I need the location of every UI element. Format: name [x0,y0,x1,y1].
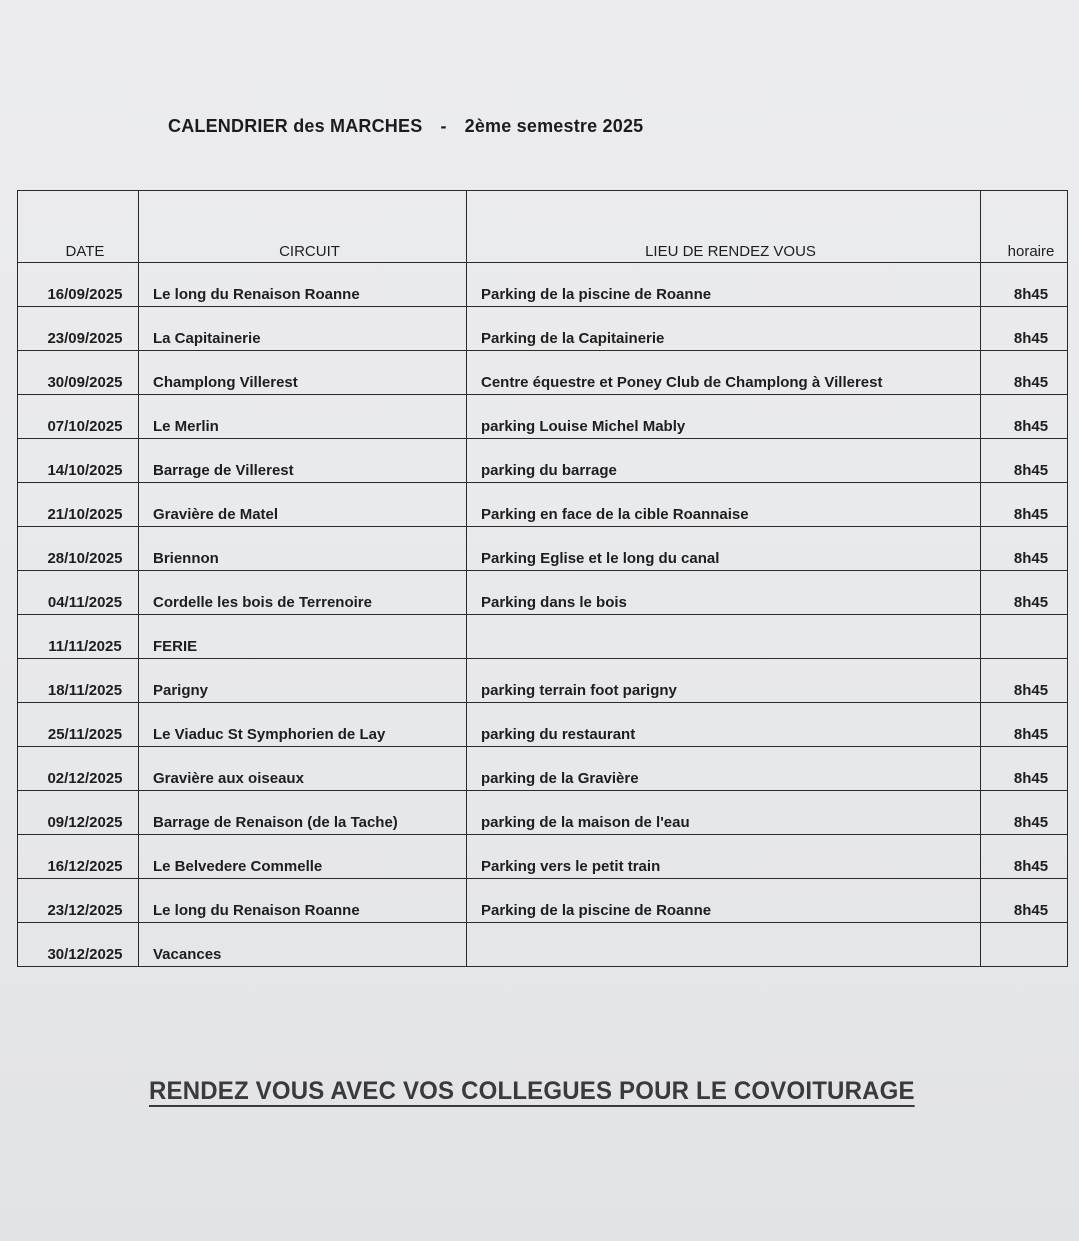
table-row [18,923,1068,967]
cell-date: 11/11/2025 [18,615,139,659]
table-row [18,307,1068,351]
cell-lieu: Centre équestre et Poney Club de Champlong à Villerest [467,351,981,395]
cell-lieu: Parking dans le bois [467,571,981,615]
cell-lieu: Parking vers le petit train [467,835,981,879]
header-date: DATE [18,191,139,263]
table-row [18,439,1068,483]
cell-horaire: 8h45 [981,439,1068,483]
table-header-row [18,191,1068,263]
cell-date: 02/12/2025 [18,747,139,791]
cell-horaire: 8h45 [981,879,1068,923]
cell-horaire: 8h45 [981,747,1068,791]
cell-date: 28/10/2025 [18,527,139,571]
cell-lieu: parking Louise Michel Mably [467,395,981,439]
table-row [18,835,1068,879]
cell-circuit: Gravière de Matel [139,483,467,527]
cell-date: 21/10/2025 [18,483,139,527]
cell-circuit: Champlong Villerest [139,351,467,395]
header-lieu: LIEU DE RENDEZ VOUS [467,191,981,263]
cell-lieu: parking de la Gravière [467,747,981,791]
cell-circuit: Le long du Renaison Roanne [139,263,467,307]
cell-date: 16/12/2025 [18,835,139,879]
table-body [18,263,1068,967]
cell-circuit: Le Merlin [139,395,467,439]
cell-date: 23/12/2025 [18,879,139,923]
header-circuit: CIRCUIT [139,191,467,263]
cell-horaire: 8h45 [981,351,1068,395]
table-row [18,571,1068,615]
cell-date: 23/09/2025 [18,307,139,351]
document-title [168,116,643,137]
cell-date: 25/11/2025 [18,703,139,747]
cell-horaire: 8h45 [981,791,1068,835]
cell-circuit: Le Belvedere Commelle [139,835,467,879]
table-row [18,703,1068,747]
cell-horaire: 8h45 [981,395,1068,439]
cell-date: 16/09/2025 [18,263,139,307]
cell-lieu: Parking Eglise et le long du canal [467,527,981,571]
cell-date: 30/09/2025 [18,351,139,395]
cell-circuit: Parigny [139,659,467,703]
cell-horaire: 8h45 [981,483,1068,527]
carpool-note: RENDEZ VOUS AVEC VOS COLLEGUES POUR LE COVOITURAGE [149,1077,915,1105]
schedule-table [17,190,1068,967]
title-main: CALENDRIER des MARCHES [168,116,423,136]
cell-lieu: parking du barrage [467,439,981,483]
cell-lieu [467,615,981,659]
cell-horaire: 8h45 [981,263,1068,307]
cell-horaire: 8h45 [981,659,1068,703]
table-row [18,659,1068,703]
cell-date: 14/10/2025 [18,439,139,483]
table-row [18,879,1068,923]
table-row [18,615,1068,659]
cell-circuit: Barrage de Renaison (de la Tache) [139,791,467,835]
cell-horaire: 8h45 [981,527,1068,571]
cell-lieu: parking terrain foot parigny [467,659,981,703]
cell-lieu: Parking de la piscine de Roanne [467,263,981,307]
cell-circuit: Le long du Renaison Roanne [139,879,467,923]
cell-circuit: Briennon [139,527,467,571]
table-row [18,791,1068,835]
cell-circuit: Vacances [139,923,467,967]
cell-lieu: parking de la maison de l'eau [467,791,981,835]
table-row [18,527,1068,571]
cell-date: 18/11/2025 [18,659,139,703]
cell-date: 07/10/2025 [18,395,139,439]
cell-lieu: Parking en face de la cible Roannaise [467,483,981,527]
cell-circuit: La Capitainerie [139,307,467,351]
cell-date: 30/12/2025 [18,923,139,967]
table-row [18,351,1068,395]
table-row [18,483,1068,527]
cell-horaire: 8h45 [981,307,1068,351]
cell-circuit: Le Viaduc St Symphorien de Lay [139,703,467,747]
table-row [18,747,1068,791]
cell-date: 04/11/2025 [18,571,139,615]
table-row [18,395,1068,439]
cell-circuit: Gravière aux oiseaux [139,747,467,791]
title-period: 2ème semestre 2025 [464,116,644,136]
cell-circuit: Cordelle les bois de Terrenoire [139,571,467,615]
cell-horaire: 8h45 [981,571,1068,615]
cell-horaire [981,615,1068,659]
header-horaire: horaire [981,191,1068,263]
title-separator: - [440,116,447,136]
cell-date: 09/12/2025 [18,791,139,835]
table-row [18,263,1068,307]
cell-lieu: Parking de la piscine de Roanne [467,879,981,923]
cell-horaire: 8h45 [981,835,1068,879]
cell-lieu: parking du restaurant [467,703,981,747]
cell-lieu [467,923,981,967]
cell-horaire: 8h45 [981,703,1068,747]
cell-circuit: Barrage de Villerest [139,439,467,483]
cell-lieu: Parking de la Capitainerie [467,307,981,351]
cell-circuit: FERIE [139,615,467,659]
cell-horaire [981,923,1068,967]
